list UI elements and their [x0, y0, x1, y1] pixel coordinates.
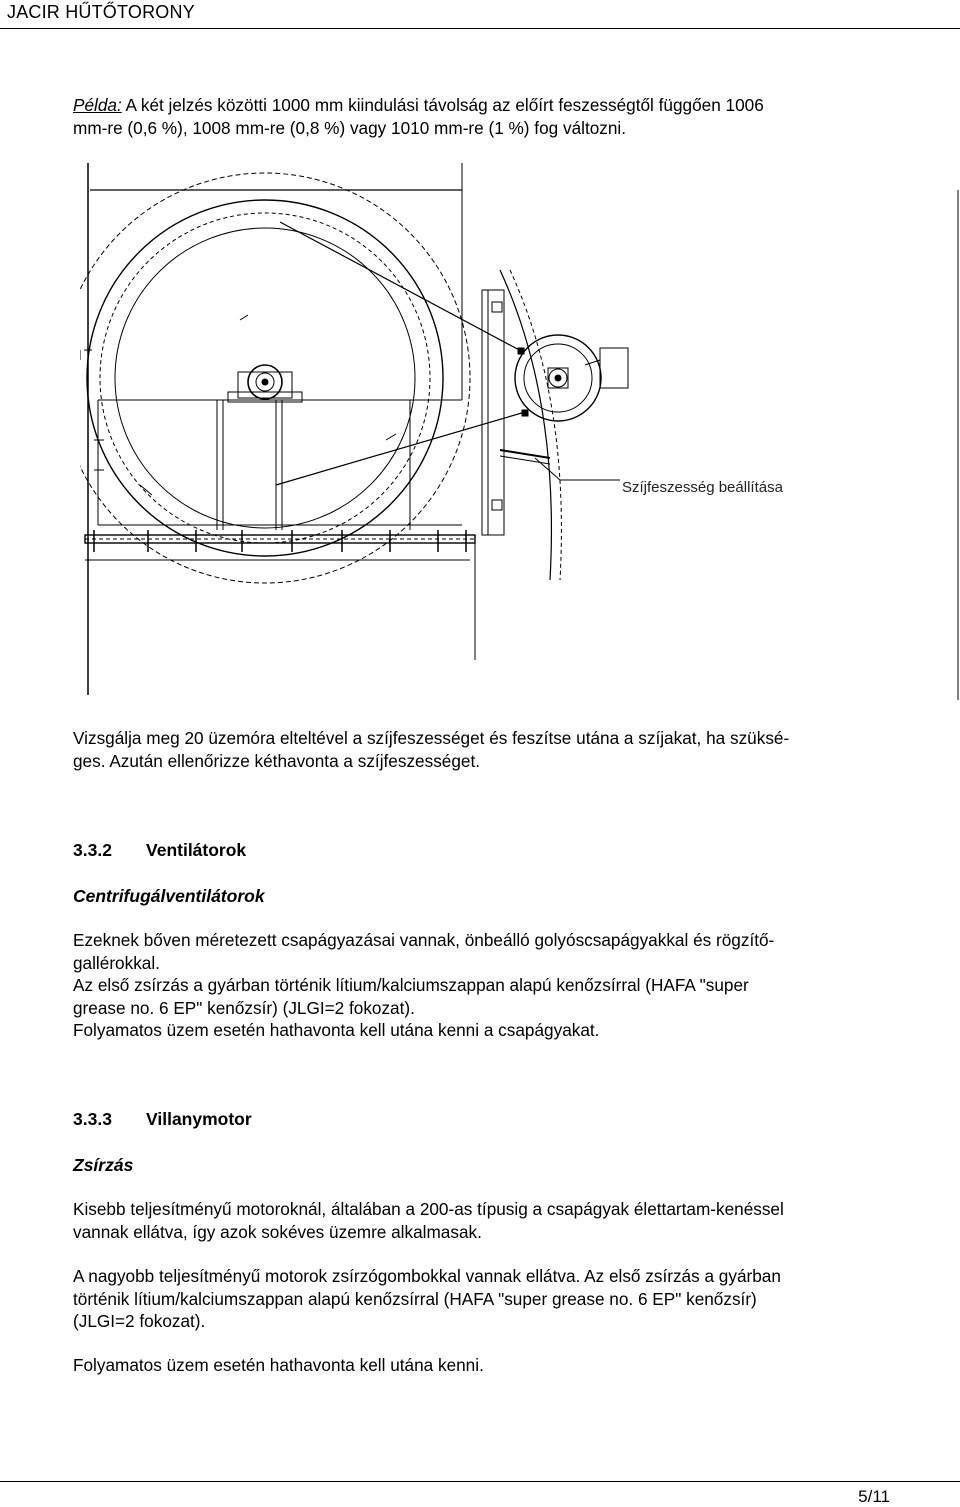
- motor-paragraph-1: [73, 1198, 893, 1243]
- motor-p2-line-1: A nagyobb teljesítményű motorok zsírzógombokkal vannak ellátva. Az első zsírzás a gyárban: [73, 1266, 781, 1286]
- fans-p1-line-1: Ezeknek bőven méretezett csapágyazásai vannak, önbeálló golyóscsapágyakkal és rögzítő-: [73, 930, 775, 950]
- document-header-title: JACIR HŰTŐTORONY: [7, 2, 195, 22]
- page-number: 5/11: [858, 1487, 890, 1506]
- example-line-1: [73, 94, 893, 117]
- inspection-line-2: ges. Azután ellenőrizze kéthavonta a szíjfeszességet.: [73, 750, 481, 771]
- example-label: Példa:: [73, 95, 122, 115]
- fans-paragraph-1: [73, 929, 893, 1042]
- motor-paragraph-3: Folyamatos üzem esetén hathavonta kell utána kenni.: [73, 1355, 484, 1375]
- motor-p2-line-2: történik lítium/kalciumszappan alapú kenőzsírral (HAFA "super grease no. 6 EP" kenőzsír): [73, 1288, 757, 1309]
- subheading-greasing: Zsírzás: [73, 1155, 134, 1175]
- motor-paragraph-2: [73, 1265, 893, 1333]
- inspection-paragraph: [73, 727, 893, 772]
- section-title-fans: Ventilátorok: [146, 840, 247, 860]
- fans-p1-line-2: gallérokkal.: [73, 952, 160, 973]
- motor-p2-line-3: (JLGI=2 fokozat).: [73, 1311, 206, 1331]
- motor-p1-line-2: vannak ellátva, így azok sokéves üzemre alkalmasak.: [73, 1221, 482, 1242]
- example-line-2: mm-re (0,6 %), 1008 mm-re (0,8 %) vagy 1010 mm-re (1 %) fog változni.: [73, 117, 627, 138]
- inspection-line-1: Vizsgálja meg 20 üzemóra elteltével a szíjfeszességet és feszítse utána a szíjakat, ha szüksé-: [73, 728, 790, 748]
- fans-p2-line-2: grease no. 6 EP" kenőzsír) (JLGI=2 fokozat).: [73, 997, 415, 1018]
- fans-p3: Folyamatos üzem esetén hathavonta kell utána kenni a csapágyakat.: [73, 1020, 600, 1040]
- drawing-label: Szíjfeszesség beállítása: [622, 479, 783, 496]
- section-number-motor: 3.3.3: [73, 1109, 112, 1129]
- footer-divider: [0, 1481, 960, 1482]
- section-title-motor: Villanymotor: [146, 1109, 252, 1129]
- fans-p2-line-1: Az első zsírzás a gyárban történik lítium/kalciumszappan alapú kenőzsírral (HAFA "super: [73, 975, 749, 995]
- example-paragraph: [73, 94, 893, 139]
- subheading-centrifugal-fans: Centrifugálventilátorok: [73, 886, 265, 906]
- header-divider: [0, 28, 960, 29]
- example-text-1: A két jelzés közötti 1000 mm kiindulási távolság az előírt feszességtől függően 1006: [121, 95, 764, 115]
- belt-tension-drawing: [80, 160, 960, 700]
- section-number-fans: 3.3.2: [73, 840, 112, 860]
- motor-p1-line-1: Kisebb teljesítményű motoroknál, általában a 200-as típusig a csapágyak élettartam-kenéssel: [73, 1199, 784, 1219]
